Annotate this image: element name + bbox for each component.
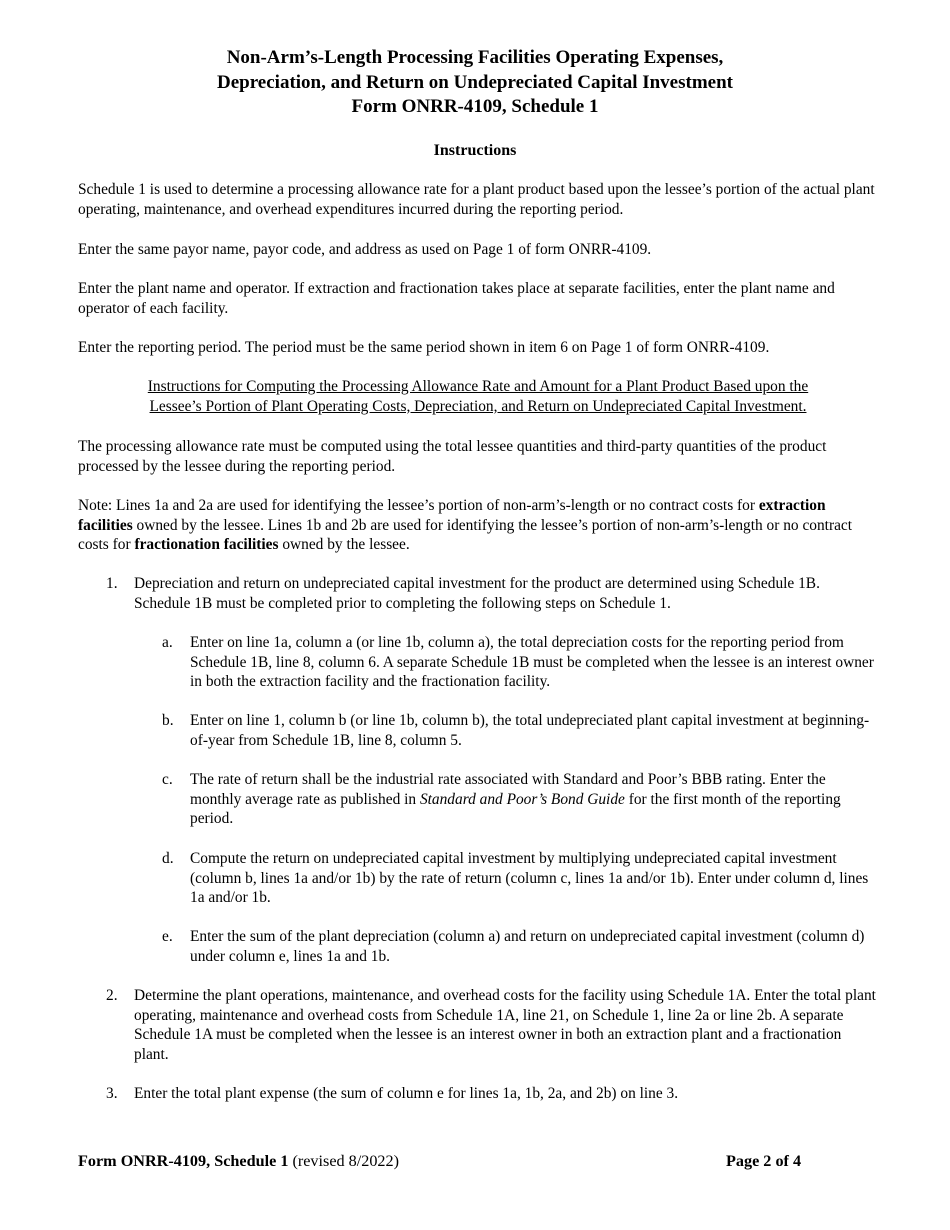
title-line-3: Form ONRR-4109, Schedule 1 bbox=[351, 96, 599, 117]
substep-a-text: Enter on line 1a, column a (or line 1b, column a), the total depreciation costs for the reporting period from Schedule 1B, line 8, column 6. A separate Schedule 1B must be completed when the lessee is an interest owner in both the extraction facility and the fractionation facility. bbox=[190, 634, 874, 691]
footer-form-label bbox=[78, 1152, 399, 1172]
computing-heading-line-1: Instructions for Computing the Processing Allowance Rate and Amount for a Plant Product Based upon the bbox=[147, 378, 809, 395]
document-title bbox=[0, 46, 950, 120]
instructions-heading: Instructions bbox=[433, 142, 517, 159]
intro-paragraph-4: Enter the reporting period. The period must be the same period shown in item 6 on Page 1 of form ONRR-4109. bbox=[78, 339, 770, 356]
footer-page-number: Page 2 of 4 bbox=[726, 1152, 802, 1170]
substep-c-text-b: for the first month of the reporting period. bbox=[190, 790, 841, 828]
step-1-text: Depreciation and return on undepreciated capital investment for the product are determined using Schedule 1B. Schedule 1B must be completed prior to completing the following steps on Schedule 1. bbox=[134, 575, 820, 612]
step-2-number: 2. bbox=[106, 987, 118, 1004]
note-text-b: owned by the lessee. Lines 1b and 2b are used for identifying the lessee’s portion of non-arm’s-length or no contract costs for bbox=[78, 516, 853, 554]
bond-guide-title: Standard and Poor’s Bond Guide bbox=[419, 790, 625, 808]
note-paragraph bbox=[78, 496, 878, 555]
substep-b-text: Enter on line 1, column b (or line 1b, column b), the total undepreciated plant capital investment at beginning-of-year from Schedule 1B, line 8, column 5. bbox=[190, 712, 870, 749]
step-3-text: Enter the total plant expense (the sum of column e for lines 1a, 1b, 2a, and 2b) on line 3. bbox=[134, 1085, 679, 1102]
footer-revised: (revised 8/2022) bbox=[288, 1152, 400, 1170]
substep-c-text-a: The rate of return shall be the industrial rate associated with Standard and Poor’s BBB rating. Enter the monthly average rate as published in bbox=[190, 771, 826, 808]
title-line-2: Depreciation, and Return on Undepreciated Capital Investment bbox=[217, 71, 733, 93]
intro-paragraph-3: Enter the plant name and operator. If extraction and fractionation takes place at separate facilities, enter the plant name and operator of each facility. bbox=[78, 280, 835, 317]
note-text-a: Note: Lines 1a and 2a are used for identifying the lessee’s portion of non-arm’s-length or no contract costs for bbox=[78, 497, 759, 514]
intro-paragraph-1: Schedule 1 is used to determine a processing allowance rate for a plant product based upon the lessee’s portion of the actual plant operating, maintenance, and overhead expenditures incurred during the reporting period. bbox=[78, 181, 875, 218]
computing-heading-line-2: Lessee’s Portion of Plant Operating Costs, Depreciation, and Return on Undepreciated Capital Investment. bbox=[149, 397, 807, 415]
intro-paragraph-2: Enter the same payor name, payor code, and address as used on Page 1 of form ONRR-4109. bbox=[78, 241, 652, 258]
substep-e-text: Enter the sum of the plant depreciation (column a) and return on undepreciated capital investment (column d) under column e, lines 1a and 1b. bbox=[190, 928, 865, 965]
note-text-c: owned by the lessee. bbox=[278, 536, 410, 554]
rate-paragraph: The processing allowance rate must be computed using the total lessee quantities and third-party quantities of the product processed by the lessee during the reporting period. bbox=[78, 438, 827, 475]
substep-d-letter: d. bbox=[162, 850, 174, 867]
step-1-number: 1. bbox=[106, 575, 118, 592]
step-2-text: Determine the plant operations, maintenance, and overhead costs for the facility using Schedule 1A. Enter the total plant operating, maintenance and overhead costs from Schedule 1A, line 21, on Schedule 1, line 2a or line 2b. A separate Schedule 1A must be completed when the lessee is an interest owner in both an extraction plant and a fractionation plant. bbox=[134, 987, 876, 1063]
computing-instructions-heading bbox=[78, 377, 878, 416]
title-line-1: Non-Arm’s-Length Processing Facilities Operating Expenses, bbox=[226, 47, 724, 68]
substep-c-letter: c. bbox=[162, 771, 173, 788]
substep-a-letter: a. bbox=[162, 634, 173, 651]
substep-e-letter: e. bbox=[162, 928, 173, 945]
substep-d-text: Compute the return on undepreciated capital investment by multiplying undepreciated capital investment (column b, lines 1a and/or 1b) by the rate of return (column c, lines 1a and/or 1b). Enter under column d, lines 1a and/or 1b. bbox=[190, 850, 869, 907]
step-3-number: 3. bbox=[106, 1085, 118, 1102]
note-bold-fractionation: fractionation facilities bbox=[134, 536, 279, 554]
substep-b-letter: b. bbox=[162, 712, 174, 729]
substep-c-text bbox=[190, 770, 880, 829]
note-bold-extraction: extraction facilities bbox=[78, 497, 826, 534]
footer-form-name: Form ONRR-4109, Schedule 1 bbox=[78, 1152, 289, 1170]
